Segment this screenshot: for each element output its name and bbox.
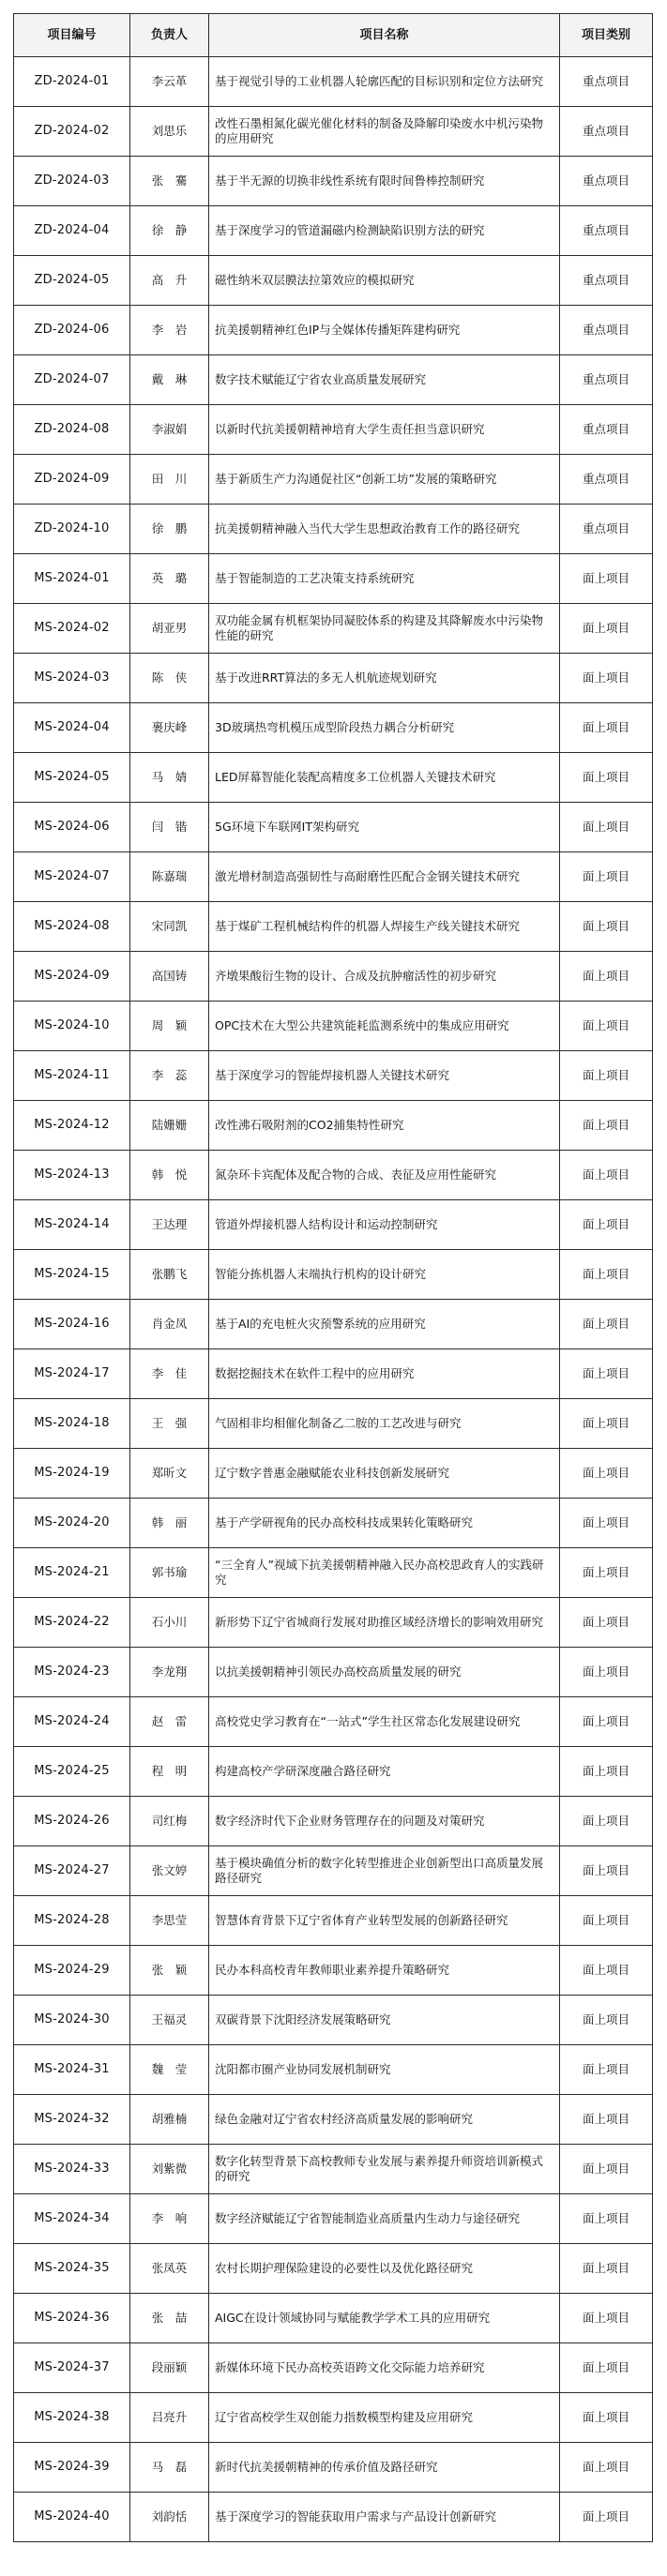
table-row — [14, 2343, 653, 2393]
table-row — [14, 1449, 653, 1499]
table-row — [14, 2095, 653, 2145]
project-name-cell: 数字化转型背景下高校教师专业发展与素养提升师资培训新模式的研究 — [209, 2145, 560, 2194]
header-project-type: 项目类别 — [560, 14, 653, 57]
project-id-cell: MS-2024-23 — [14, 1648, 130, 1697]
leader-cell: 刘韵恬 — [130, 2493, 209, 2542]
project-type-cell: 面上项目 — [560, 1300, 653, 1349]
leader-cell: 张凤英 — [130, 2244, 209, 2294]
project-id-cell: MS-2024-02 — [14, 604, 130, 654]
project-id-cell: MS-2024-03 — [14, 654, 130, 703]
leader-cell: 戴 琳 — [130, 355, 209, 405]
project-id-cell: MS-2024-14 — [14, 1200, 130, 1250]
project-type-cell: 面上项目 — [560, 2194, 653, 2244]
project-id-cell: MS-2024-01 — [14, 554, 130, 604]
project-type-cell: 面上项目 — [560, 852, 653, 902]
table-row — [14, 2145, 653, 2194]
leader-cell: 王达理 — [130, 1200, 209, 1250]
table-row — [14, 852, 653, 902]
project-type-cell: 重点项目 — [560, 306, 653, 355]
project-id-cell: MS-2024-30 — [14, 1996, 130, 2045]
project-name-cell: 基于智能制造的工艺决策支持系统研究 — [209, 554, 560, 604]
project-id-cell: MS-2024-22 — [14, 1598, 130, 1648]
table-row — [14, 2045, 653, 2095]
project-type-cell: 面上项目 — [560, 1349, 653, 1399]
table-row — [14, 952, 653, 1002]
table-row — [14, 1896, 653, 1946]
leader-cell: 陈嘉瑞 — [130, 852, 209, 902]
leader-cell: 陆姗姗 — [130, 1101, 209, 1151]
project-id-cell: MS-2024-28 — [14, 1896, 130, 1946]
table-row — [14, 1846, 653, 1896]
table-row — [14, 1648, 653, 1697]
table-row — [14, 2194, 653, 2244]
leader-cell: 李淑娟 — [130, 405, 209, 455]
project-type-cell: 重点项目 — [560, 57, 653, 107]
project-id-cell: MS-2024-11 — [14, 1051, 130, 1101]
project-id-cell: ZD-2024-06 — [14, 306, 130, 355]
project-id-cell: MS-2024-26 — [14, 1797, 130, 1846]
table-row — [14, 1797, 653, 1846]
project-type-cell: 面上项目 — [560, 1101, 653, 1151]
project-type-cell: 面上项目 — [560, 2095, 653, 2145]
header-project-id: 项目编号 — [14, 14, 130, 57]
leader-cell: 刘紫微 — [130, 2145, 209, 2194]
project-type-cell: 面上项目 — [560, 2343, 653, 2393]
project-type-cell: 重点项目 — [560, 256, 653, 306]
project-id-cell: MS-2024-20 — [14, 1499, 130, 1548]
project-type-cell: 面上项目 — [560, 1151, 653, 1200]
project-name-cell: 民办本科高校青年教师职业素养提升策略研究 — [209, 1946, 560, 1996]
table-row — [14, 703, 653, 753]
project-type-cell: 面上项目 — [560, 1697, 653, 1747]
project-type-cell: 面上项目 — [560, 1648, 653, 1697]
project-id-cell: ZD-2024-05 — [14, 256, 130, 306]
project-name-cell: 基于视觉引导的工业机器人轮廓匹配的目标识别和定位方法研究 — [209, 57, 560, 107]
project-type-cell: 面上项目 — [560, 604, 653, 654]
table-row — [14, 1697, 653, 1747]
project-name-cell: 数字经济赋能辽宁省智能制造业高质量内生动力与途径研究 — [209, 2194, 560, 2244]
project-id-cell: ZD-2024-09 — [14, 455, 130, 505]
project-type-cell: 面上项目 — [560, 2294, 653, 2343]
table-row — [14, 654, 653, 703]
project-name-cell: 以抗美援朝精神引领民办高校高质量发展的研究 — [209, 1648, 560, 1697]
table-row — [14, 1349, 653, 1399]
project-id-cell: MS-2024-29 — [14, 1946, 130, 1996]
project-type-cell: 面上项目 — [560, 1499, 653, 1548]
project-name-cell: 3D玻璃热弯机模压成型阶段热力耦合分析研究 — [209, 703, 560, 753]
project-id-cell: MS-2024-16 — [14, 1300, 130, 1349]
project-type-cell: 重点项目 — [560, 405, 653, 455]
leader-cell: 徐 鹏 — [130, 505, 209, 554]
project-name-cell: 智慧体育背景下辽宁省体育产业转型发展的创新路径研究 — [209, 1896, 560, 1946]
table-row — [14, 753, 653, 803]
project-id-cell: MS-2024-24 — [14, 1697, 130, 1747]
project-id-cell: MS-2024-15 — [14, 1250, 130, 1300]
project-name-cell: 新时代抗美援朝精神的传承价值及路径研究 — [209, 2443, 560, 2493]
project-id-cell: MS-2024-25 — [14, 1747, 130, 1797]
leader-cell: 司红梅 — [130, 1797, 209, 1846]
leader-cell: 李 响 — [130, 2194, 209, 2244]
project-id-cell: ZD-2024-02 — [14, 107, 130, 157]
table-row — [14, 107, 653, 157]
table-row — [14, 1499, 653, 1548]
table-row — [14, 2393, 653, 2443]
table-row — [14, 1300, 653, 1349]
project-type-cell: 面上项目 — [560, 1846, 653, 1896]
table-header-row — [14, 14, 653, 57]
leader-cell: 李思莹 — [130, 1896, 209, 1946]
project-type-cell: 面上项目 — [560, 1548, 653, 1598]
project-name-cell: 基于深度学习的智能获取用户需求与产品设计创新研究 — [209, 2493, 560, 2542]
project-name-cell: 数字经济时代下企业财务管理存在的问题及对策研究 — [209, 1797, 560, 1846]
project-type-cell: 面上项目 — [560, 1002, 653, 1051]
project-id-cell: MS-2024-06 — [14, 803, 130, 852]
project-name-cell: 双碳背景下沈阳经济发展策略研究 — [209, 1996, 560, 2045]
project-type-cell: 面上项目 — [560, 654, 653, 703]
project-name-cell: 基于半无源的切换非线性系统有限时间鲁棒控制研究 — [209, 157, 560, 206]
project-name-cell: 齐墩果酸衍生物的设计、合成及抗肿瘤活性的初步研究 — [209, 952, 560, 1002]
leader-cell: 胡亚男 — [130, 604, 209, 654]
header-leader: 负责人 — [130, 14, 209, 57]
project-name-cell: 基于改进RRT算法的多无人机航迹规划研究 — [209, 654, 560, 703]
project-id-cell: ZD-2024-03 — [14, 157, 130, 206]
project-name-cell: 绿色金融对辽宁省农村经济高质量发展的影响研究 — [209, 2095, 560, 2145]
project-name-cell: 农村长期护理保险建设的必要性以及优化路径研究 — [209, 2244, 560, 2294]
project-type-cell: 面上项目 — [560, 2493, 653, 2542]
project-name-cell: 基于产学研视角的民办高校科技成果转化策略研究 — [209, 1499, 560, 1548]
table-row — [14, 554, 653, 604]
leader-cell: 王 强 — [130, 1399, 209, 1449]
project-id-cell: MS-2024-40 — [14, 2493, 130, 2542]
project-name-cell: 高校党史学习教育在“一站式”学生社区常态化发展建设研究 — [209, 1697, 560, 1747]
table-row — [14, 355, 653, 405]
project-type-cell: 面上项目 — [560, 554, 653, 604]
leader-cell: 李龙翔 — [130, 1648, 209, 1697]
project-table — [13, 13, 653, 2542]
leader-cell: 胡雅楠 — [130, 2095, 209, 2145]
project-id-cell: MS-2024-13 — [14, 1151, 130, 1200]
project-id-cell: MS-2024-37 — [14, 2343, 130, 2393]
project-name-cell: 改性沸石吸附剂的CO2捕集特性研究 — [209, 1101, 560, 1151]
leader-cell: 李 岩 — [130, 306, 209, 355]
table-row — [14, 2244, 653, 2294]
table-row — [14, 57, 653, 107]
project-id-cell: ZD-2024-10 — [14, 505, 130, 554]
project-name-cell: 数据挖掘技术在软件工程中的应用研究 — [209, 1349, 560, 1399]
leader-cell: 赵 雷 — [130, 1697, 209, 1747]
table-row — [14, 1996, 653, 2045]
table-row — [14, 1548, 653, 1598]
leader-cell: 肖金凤 — [130, 1300, 209, 1349]
project-name-cell: 氮杂环卡宾配体及配合物的合成、表征及应用性能研究 — [209, 1151, 560, 1200]
leader-cell: 刘思乐 — [130, 107, 209, 157]
project-type-cell: 面上项目 — [560, 803, 653, 852]
project-type-cell: 面上项目 — [560, 1449, 653, 1499]
project-type-cell: 面上项目 — [560, 2443, 653, 2493]
project-id-cell: ZD-2024-01 — [14, 57, 130, 107]
table-row — [14, 1399, 653, 1449]
table-row — [14, 604, 653, 654]
project-id-cell: ZD-2024-07 — [14, 355, 130, 405]
leader-cell: 程 明 — [130, 1747, 209, 1797]
table-row — [14, 1002, 653, 1051]
project-id-cell: MS-2024-39 — [14, 2443, 130, 2493]
project-id-cell: MS-2024-04 — [14, 703, 130, 753]
project-name-cell: 双功能金属有机框架协同凝胶体系的构建及其降解废水中污染物性能的研究 — [209, 604, 560, 654]
project-id-cell: MS-2024-27 — [14, 1846, 130, 1896]
table-row — [14, 2443, 653, 2493]
project-id-cell: MS-2024-33 — [14, 2145, 130, 2194]
table-row — [14, 1101, 653, 1151]
project-list-document — [13, 13, 652, 2542]
leader-cell: 闫 锴 — [130, 803, 209, 852]
leader-cell: 张鹏飞 — [130, 1250, 209, 1300]
leader-cell: 韩 悦 — [130, 1151, 209, 1200]
project-name-cell: 激光增材制造高强韧性与高耐磨性匹配合金钢关键技术研究 — [209, 852, 560, 902]
project-type-cell: 面上项目 — [560, 1797, 653, 1846]
project-name-cell: 新媒体环境下民办高校英语跨文化交际能力培养研究 — [209, 2343, 560, 2393]
project-type-cell: 重点项目 — [560, 355, 653, 405]
project-type-cell: 面上项目 — [560, 2045, 653, 2095]
project-name-cell: 气固相非均相催化制备乙二胺的工艺改进与研究 — [209, 1399, 560, 1449]
project-name-cell: 基于AI的充电桩火灾预警系统的应用研究 — [209, 1300, 560, 1349]
leader-cell: 韩 丽 — [130, 1499, 209, 1548]
project-type-cell: 重点项目 — [560, 157, 653, 206]
leader-cell: 宋同凯 — [130, 902, 209, 952]
project-name-cell: 辽宁省高校学生双创能力指数模型构建及应用研究 — [209, 2393, 560, 2443]
leader-cell: 石小川 — [130, 1598, 209, 1648]
project-id-cell: MS-2024-32 — [14, 2095, 130, 2145]
project-type-cell: 面上项目 — [560, 1747, 653, 1797]
leader-cell: 陈 侠 — [130, 654, 209, 703]
project-name-cell: 以新时代抗美援朝精神培育大学生责任担当意识研究 — [209, 405, 560, 455]
table-row — [14, 505, 653, 554]
project-id-cell: MS-2024-18 — [14, 1399, 130, 1449]
project-type-cell: 面上项目 — [560, 1896, 653, 1946]
project-id-cell: MS-2024-38 — [14, 2393, 130, 2443]
table-body — [14, 57, 653, 2542]
project-id-cell: MS-2024-12 — [14, 1101, 130, 1151]
project-type-cell: 面上项目 — [560, 1051, 653, 1101]
table-row — [14, 2493, 653, 2542]
project-name-cell: 5G环境下车联网IT架构研究 — [209, 803, 560, 852]
project-id-cell: MS-2024-34 — [14, 2194, 130, 2244]
project-type-cell: 面上项目 — [560, 1946, 653, 1996]
project-name-cell: 管道外焊接机器人结构设计和运动控制研究 — [209, 1200, 560, 1250]
leader-cell: 郑昕文 — [130, 1449, 209, 1499]
header-project-name: 项目名称 — [209, 14, 560, 57]
project-id-cell: MS-2024-19 — [14, 1449, 130, 1499]
table-row — [14, 1250, 653, 1300]
project-id-cell: ZD-2024-08 — [14, 405, 130, 455]
table-row — [14, 157, 653, 206]
table-row — [14, 405, 653, 455]
project-name-cell: 基于深度学习的智能焊接机器人关键技术研究 — [209, 1051, 560, 1101]
project-name-cell: 磁性纳米双层膜法拉第效应的模拟研究 — [209, 256, 560, 306]
table-row — [14, 1747, 653, 1797]
leader-cell: 魏 莹 — [130, 2045, 209, 2095]
leader-cell: 高 升 — [130, 256, 209, 306]
project-type-cell: 面上项目 — [560, 1598, 653, 1648]
project-id-cell: ZD-2024-04 — [14, 206, 130, 256]
project-type-cell: 面上项目 — [560, 1200, 653, 1250]
table-row — [14, 1598, 653, 1648]
project-type-cell: 面上项目 — [560, 902, 653, 952]
project-type-cell: 重点项目 — [560, 455, 653, 505]
project-type-cell: 面上项目 — [560, 703, 653, 753]
project-id-cell: MS-2024-31 — [14, 2045, 130, 2095]
table-row — [14, 1151, 653, 1200]
project-id-cell: MS-2024-10 — [14, 1002, 130, 1051]
table-row — [14, 2294, 653, 2343]
project-name-cell: 智能分拣机器人末端执行机构的设计研究 — [209, 1250, 560, 1300]
leader-cell: 吕亮升 — [130, 2393, 209, 2443]
project-type-cell: 面上项目 — [560, 2393, 653, 2443]
leader-cell: 张文婷 — [130, 1846, 209, 1896]
leader-cell: 马 磊 — [130, 2443, 209, 2493]
leader-cell: 段丽颖 — [130, 2343, 209, 2393]
project-type-cell: 面上项目 — [560, 1399, 653, 1449]
project-name-cell: 基于深度学习的管道漏磁内检测缺陷识别方法的研究 — [209, 206, 560, 256]
table-row — [14, 1200, 653, 1250]
project-id-cell: MS-2024-07 — [14, 852, 130, 902]
project-name-cell: 抗美援朝精神红色IP与全媒体传播矩阵建构研究 — [209, 306, 560, 355]
project-type-cell: 重点项目 — [560, 206, 653, 256]
leader-cell: 徐 静 — [130, 206, 209, 256]
leader-cell: 王福灵 — [130, 1996, 209, 2045]
table-row — [14, 206, 653, 256]
project-name-cell: 基于新质生产力沟通促社区“创新工坊”发展的策略研究 — [209, 455, 560, 505]
table-row — [14, 803, 653, 852]
project-id-cell: MS-2024-17 — [14, 1349, 130, 1399]
project-name-cell: 辽宁数字普惠金融赋能农业科技创新发展研究 — [209, 1449, 560, 1499]
project-name-cell: 数字技术赋能辽宁省农业高质量发展研究 — [209, 355, 560, 405]
leader-cell: 英 璐 — [130, 554, 209, 604]
leader-cell: 张 颖 — [130, 1946, 209, 1996]
leader-cell: 张 騫 — [130, 157, 209, 206]
leader-cell: 周 颖 — [130, 1002, 209, 1051]
project-id-cell: MS-2024-36 — [14, 2294, 130, 2343]
leader-cell: 马 婧 — [130, 753, 209, 803]
project-id-cell: MS-2024-05 — [14, 753, 130, 803]
project-id-cell: MS-2024-09 — [14, 952, 130, 1002]
project-name-cell: AIGC在设计领域协同与赋能教学学术工具的应用研究 — [209, 2294, 560, 2343]
project-type-cell: 面上项目 — [560, 952, 653, 1002]
project-id-cell: MS-2024-35 — [14, 2244, 130, 2294]
leader-cell: 田 川 — [130, 455, 209, 505]
project-type-cell: 面上项目 — [560, 1996, 653, 2045]
project-name-cell: 抗美援朝精神融入当代大学生思想政治教育工作的路径研究 — [209, 505, 560, 554]
leader-cell: 李 蕊 — [130, 1051, 209, 1101]
project-type-cell: 重点项目 — [560, 107, 653, 157]
table-row — [14, 455, 653, 505]
table-row — [14, 306, 653, 355]
project-type-cell: 面上项目 — [560, 753, 653, 803]
project-id-cell: MS-2024-21 — [14, 1548, 130, 1598]
project-type-cell: 面上项目 — [560, 1250, 653, 1300]
project-name-cell: 沈阳都市圈产业协同发展机制研究 — [209, 2045, 560, 2095]
project-name-cell: 改性石墨相氮化碳光催化材料的制备及降解印染废水中机污染物的应用研究 — [209, 107, 560, 157]
leader-cell: 张 喆 — [130, 2294, 209, 2343]
project-name-cell: 新形势下辽宁省城商行发展对助推区域经济增长的影响效用研究 — [209, 1598, 560, 1648]
project-name-cell: LED屏幕智能化装配高精度多工位机器人关键技术研究 — [209, 753, 560, 803]
leader-cell: 李云革 — [130, 57, 209, 107]
project-name-cell: 基于模块确值分析的数字化转型推进企业创新型出口高质量发展路径研究 — [209, 1846, 560, 1896]
leader-cell: 裹庆峰 — [130, 703, 209, 753]
leader-cell: 高国铸 — [130, 952, 209, 1002]
table-row — [14, 1946, 653, 1996]
table-row — [14, 902, 653, 952]
project-name-cell: “三全育人”视域下抗美援朝精神融入民办高校思政育人的实践研究 — [209, 1548, 560, 1598]
project-type-cell: 面上项目 — [560, 2145, 653, 2194]
project-name-cell: 基于煤矿工程机械结构件的机器人焊接生产线关键技术研究 — [209, 902, 560, 952]
leader-cell: 郭书瑜 — [130, 1548, 209, 1598]
project-type-cell: 面上项目 — [560, 2244, 653, 2294]
table-row — [14, 1051, 653, 1101]
table-row — [14, 256, 653, 306]
project-name-cell: OPC技术在大型公共建筑能耗监测系统中的集成应用研究 — [209, 1002, 560, 1051]
project-name-cell: 构建高校产学研深度融合路径研究 — [209, 1747, 560, 1797]
leader-cell: 李 佳 — [130, 1349, 209, 1399]
project-type-cell: 重点项目 — [560, 505, 653, 554]
project-id-cell: MS-2024-08 — [14, 902, 130, 952]
